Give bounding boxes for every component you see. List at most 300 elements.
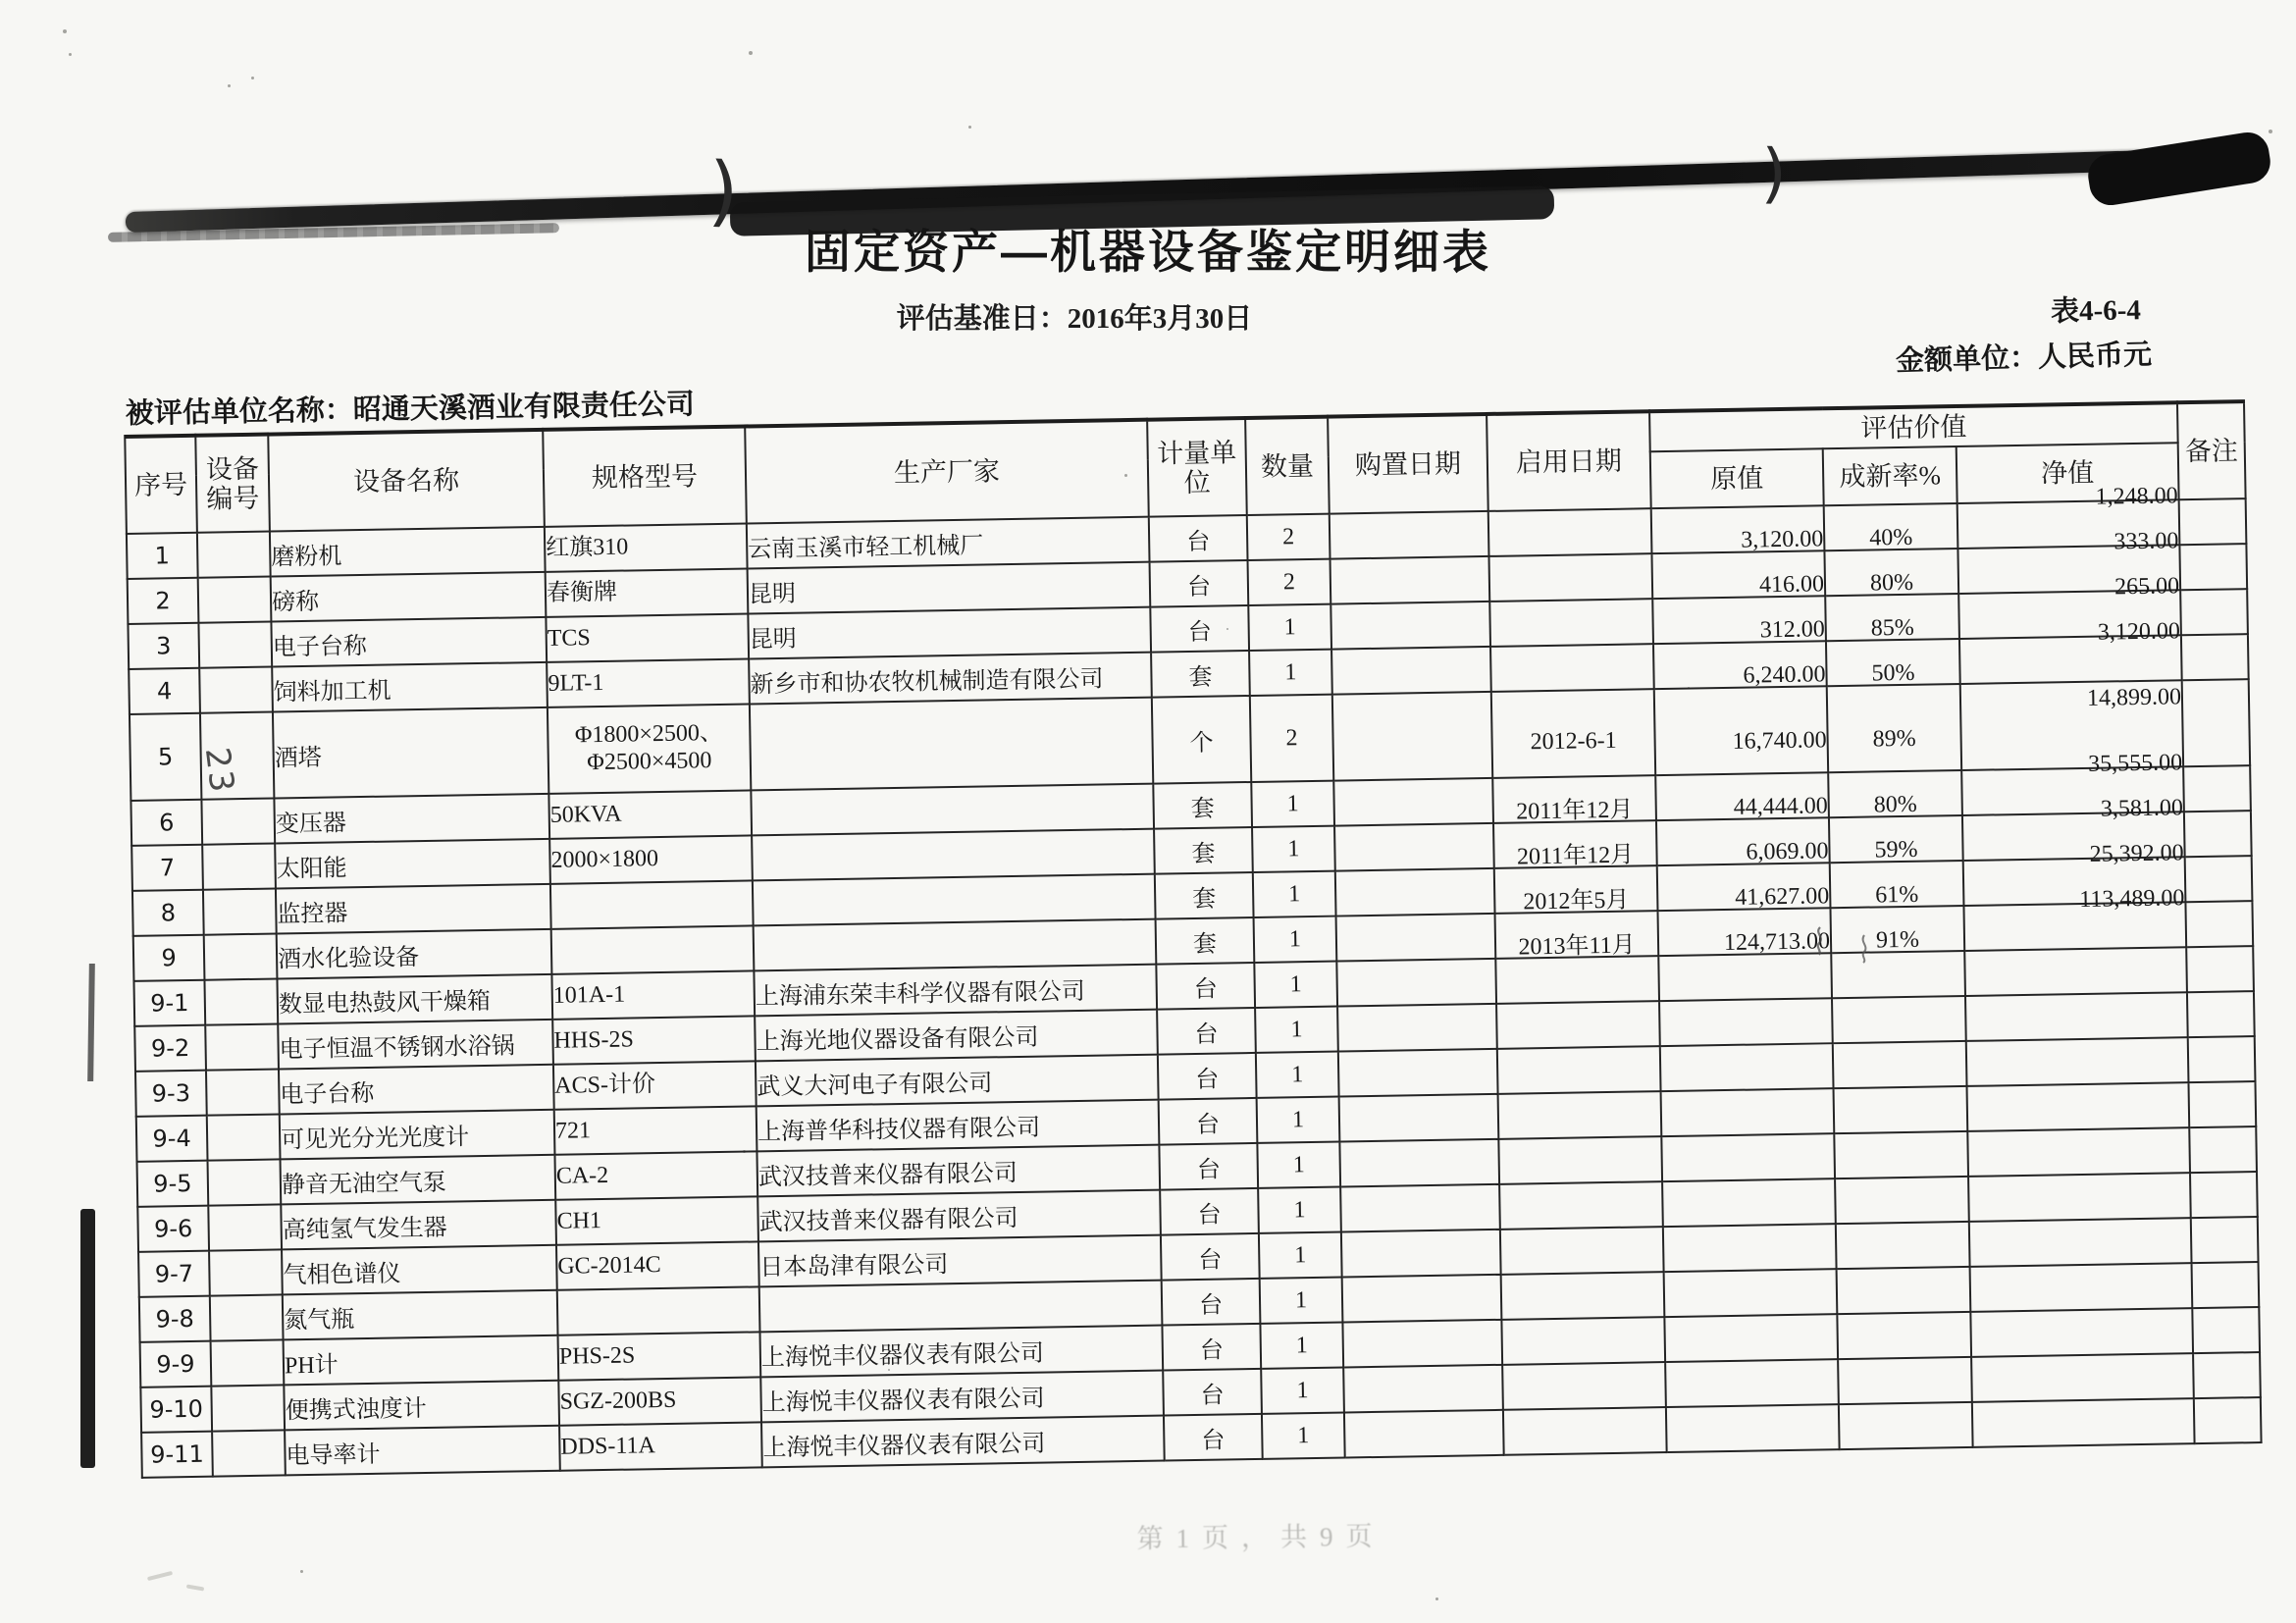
col-header-original-value: 原值 — [1650, 448, 1824, 508]
handwritten-mark-23: 23 — [196, 745, 242, 797]
cell-spec-model — [556, 1241, 759, 1289]
cell-net-value — [1970, 1308, 2193, 1357]
cell-device-no — [203, 888, 277, 934]
cell-commission-date — [1489, 599, 1653, 647]
cell-device-name — [283, 1290, 558, 1340]
cell-commission-date — [1493, 820, 1657, 868]
cell-net-value — [1968, 1173, 2191, 1222]
cell-spec-model-text: 2000×1800 — [550, 846, 659, 874]
handwritten-squiggle — [1856, 934, 1872, 969]
cell-newness-rate — [1831, 951, 1965, 998]
cell-device-name — [284, 1335, 559, 1386]
cell-device-no — [206, 1069, 280, 1115]
cell-remark — [2188, 1036, 2256, 1082]
cell-index — [128, 578, 199, 624]
cell-commission-date — [1501, 1317, 1665, 1365]
cell-net-value — [1967, 1127, 2190, 1177]
cell-newness-rate — [1832, 996, 1966, 1043]
cell-spec-model — [557, 1286, 760, 1335]
cell-manufacturer — [749, 653, 1152, 705]
cell-spec-model-text: PHS-2S — [558, 1342, 636, 1370]
cell-manufacturer — [754, 965, 1157, 1017]
cell-remark — [2194, 1397, 2262, 1443]
cell-unit — [1150, 560, 1249, 607]
cell-device-name — [270, 527, 546, 577]
cell-index — [138, 1251, 210, 1297]
cell-device-no — [209, 1249, 283, 1295]
cell-manufacturer — [750, 698, 1153, 791]
cell-purchase-date — [1342, 1320, 1502, 1368]
cell-net-value — [1967, 1082, 2190, 1131]
cell-newness-rate — [1824, 549, 1958, 596]
cell-index — [140, 1341, 212, 1387]
cell-remark — [2187, 991, 2255, 1037]
cell-purchase-date — [1335, 868, 1495, 916]
cell-manufacturer — [747, 517, 1150, 569]
cell-manufacturer — [751, 784, 1154, 836]
cell-purchase-date — [1331, 602, 1490, 650]
cell-unit-text: 台 — [1196, 1157, 1222, 1183]
cell-device-name-text: 磅称 — [271, 589, 320, 616]
cell-original-value — [1653, 641, 1827, 689]
cell-device-name — [284, 1381, 559, 1431]
cell-unit-text: 台 — [1194, 1021, 1219, 1048]
cell-manufacturer-text: 上海悦丰仪器仪表有限公司 — [762, 1431, 1046, 1461]
handwritten-squiggle — [1811, 926, 1827, 961]
cell-manufacturer-text: 新乡市和协农牧机械制造有限公司 — [750, 665, 1104, 698]
cell-purchase-date — [1338, 1049, 1498, 1097]
cell-device-name-text: 磨粉机 — [271, 543, 342, 571]
cell-device-no — [208, 1159, 282, 1205]
cell-index — [137, 1206, 209, 1252]
cell-manufacturer-text: 日本岛津有限公司 — [759, 1251, 949, 1281]
valuation-base-date: 评估基准日：2016年3月30日 — [896, 303, 1253, 335]
cell-manufacturer — [753, 874, 1156, 926]
cell-spec-model — [554, 1106, 757, 1154]
cell-remark — [2183, 765, 2251, 812]
cell-commission-date-text: 2012-6-1 — [1530, 727, 1617, 755]
cell-net-value-text: 3,581.00 — [2100, 794, 2184, 822]
cell-spec-model-text: Φ1800×2500、 Φ2500×4500 — [574, 720, 724, 776]
cell-quantity — [1255, 1007, 1338, 1053]
cell-newness-rate — [1829, 815, 1963, 863]
cell-device-name-text: 静音无油空气泵 — [281, 1170, 447, 1198]
cell-index — [130, 800, 202, 846]
cell-original-value — [1654, 686, 1828, 775]
cell-unit-text: 台 — [1197, 1202, 1222, 1229]
cell-newness-rate — [1837, 1312, 1971, 1359]
cell-quantity — [1258, 1187, 1341, 1233]
cell-net-value — [1969, 1218, 2192, 1267]
cell-commission-date — [1501, 1272, 1665, 1320]
form-number: 表4-6-4 — [2050, 294, 2142, 328]
cell-device-no — [211, 1339, 285, 1386]
cell-quantity-text: 2 — [1285, 724, 1298, 751]
cell-spec-model — [555, 1196, 758, 1244]
cell-newness-rate — [1836, 1222, 1970, 1269]
cell-unit — [1159, 1143, 1258, 1190]
cell-original-value — [1655, 772, 1829, 820]
col-header-remark: 备注 — [2177, 401, 2246, 499]
col-header-index: 序号 — [125, 436, 197, 534]
cell-spec-model — [547, 658, 750, 707]
cell-manufacturer — [759, 1326, 1163, 1378]
cell-unit — [1156, 917, 1255, 965]
cell-device-no — [198, 622, 272, 668]
cell-newness-rate — [1830, 906, 1964, 953]
scan-speck — [2269, 130, 2272, 133]
cell-manufacturer — [757, 1100, 1160, 1152]
cell-index-text: 4 — [156, 677, 173, 706]
cell-spec-model — [551, 925, 755, 973]
cell-newness-rate — [1824, 503, 1958, 550]
cell-quantity-text: 1 — [1290, 1061, 1304, 1087]
cell-index — [128, 623, 199, 669]
cell-net-value-text: 3,120.00 — [2097, 617, 2181, 646]
cell-original-value — [1664, 1269, 1838, 1317]
cell-unit-text: 台 — [1195, 1112, 1221, 1138]
cell-original-value-text: 41,627.00 — [1735, 882, 1830, 911]
cell-net-value-text: 35,555.00 — [2087, 749, 2183, 777]
cell-index — [135, 1071, 207, 1117]
cell-index — [133, 980, 205, 1026]
cell-unit — [1161, 1233, 1260, 1281]
scan-speck — [300, 1570, 303, 1573]
cell-manufacturer — [748, 607, 1151, 659]
scan-speck — [749, 51, 753, 55]
cell-spec-model-text: 101A-1 — [552, 981, 626, 1010]
cell-index-text: 9-4 — [152, 1124, 191, 1153]
cell-quantity — [1248, 559, 1331, 605]
cell-original-value — [1657, 863, 1831, 911]
cell-quantity-text: 2 — [1281, 523, 1295, 550]
cell-net-value — [1959, 617, 2182, 684]
cell-quantity-text: 2 — [1282, 568, 1296, 595]
cell-quantity — [1257, 1142, 1340, 1188]
cell-commission-date — [1499, 1181, 1663, 1230]
cell-device-name — [278, 1020, 553, 1070]
cell-spec-model — [546, 613, 749, 661]
cell-quantity-text: 1 — [1290, 1016, 1303, 1042]
cell-device-no — [204, 978, 278, 1024]
cell-original-value-text: 416.00 — [1758, 570, 1825, 598]
cell-original-value — [1662, 1178, 1836, 1227]
cell-spec-model — [545, 523, 748, 571]
cell-quantity — [1262, 1413, 1345, 1459]
cell-device-no — [199, 667, 273, 713]
cell-unit — [1164, 1414, 1263, 1461]
cell-net-value — [1972, 1398, 2195, 1447]
cell-spec-model — [559, 1422, 762, 1470]
cell-unit — [1163, 1369, 1262, 1416]
cell-remark — [2180, 589, 2248, 635]
cell-device-no — [201, 799, 275, 845]
cell-device-name — [277, 974, 552, 1024]
cell-spec-model-text: CH1 — [556, 1208, 602, 1234]
cell-unit-text: 台 — [1198, 1247, 1223, 1274]
cell-unit — [1150, 605, 1249, 653]
cell-device-name-text: 电导率计 — [286, 1441, 381, 1469]
scan-edge-line — [87, 964, 95, 1081]
cell-remark — [2190, 1172, 2258, 1218]
cell-index — [139, 1296, 211, 1342]
cell-quantity-text: 1 — [1291, 1106, 1305, 1132]
cell-original-value — [1666, 1404, 1840, 1452]
cell-newness-rate — [1833, 1041, 1967, 1088]
cell-device-name-text: 高纯氢气发生器 — [282, 1215, 447, 1243]
cell-unit-text: 个 — [1189, 730, 1214, 757]
cell-spec-model-text: DDS-11A — [560, 1433, 656, 1460]
document-title: 固定资产—机器设备鉴定明细表 — [805, 226, 1491, 278]
cell-manufacturer — [757, 1145, 1160, 1197]
cell-commission-date-text: 2012年5月 — [1523, 887, 1630, 915]
cell-purchase-date — [1332, 692, 1492, 781]
cell-device-name — [280, 1110, 555, 1160]
cell-device-name-text: 电子台称 — [272, 633, 368, 661]
cell-unit-text: 套 — [1191, 841, 1216, 867]
cell-device-name-text: 变压器 — [275, 810, 347, 837]
cell-index — [131, 845, 203, 891]
cell-unit — [1157, 1008, 1256, 1055]
cell-quantity — [1251, 781, 1334, 827]
cell-device-no — [211, 1385, 285, 1431]
cell-device-name — [271, 572, 547, 622]
cell-device-name — [275, 839, 550, 889]
cell-newness-rate-text: 61% — [1875, 881, 1919, 908]
cell-commission-date — [1491, 689, 1655, 778]
cell-index-text: 9-5 — [153, 1169, 192, 1198]
cell-index-text: 9-2 — [150, 1033, 190, 1063]
cell-device-no — [208, 1204, 282, 1250]
cell-index — [134, 1025, 206, 1072]
cell-manufacturer — [756, 1055, 1159, 1107]
cell-unit — [1158, 1053, 1257, 1100]
cell-unit-text: 套 — [1190, 796, 1215, 822]
cell-original-value-text: 44,444.00 — [1733, 792, 1828, 820]
col-header-quantity: 数量 — [1245, 417, 1330, 515]
cell-device-name-text: 酒水化验设备 — [277, 944, 420, 972]
cell-device-name-text: 可见光分光光度计 — [280, 1124, 470, 1153]
amount-unit-label: 金额单位：人民币元 — [1895, 339, 2153, 378]
cell-purchase-date — [1336, 914, 1496, 962]
cell-manufacturer-text: 上海悦丰仪器仪表有限公司 — [760, 1340, 1045, 1371]
cell-purchase-date — [1341, 1230, 1501, 1278]
cell-spec-model-text: CA-2 — [555, 1163, 609, 1189]
cell-index-text: 1 — [154, 542, 171, 570]
cell-newness-rate — [1837, 1267, 1971, 1314]
cell-device-no — [204, 933, 278, 979]
cell-newness-rate — [1834, 1131, 1968, 1178]
cell-original-value-text: 6,240.00 — [1743, 660, 1826, 689]
cell-commission-date — [1488, 508, 1652, 556]
scan-speck — [251, 77, 254, 79]
cell-remark — [2189, 1081, 2257, 1127]
cell-net-value — [1965, 992, 2188, 1041]
cell-remark — [2191, 1217, 2259, 1263]
cell-device-name-text: 太阳能 — [276, 855, 347, 882]
cell-net-value — [1971, 1353, 2194, 1402]
cell-unit — [1153, 782, 1252, 829]
cell-spec-model-text: 50KVA — [549, 801, 622, 829]
cell-newness-rate-text: 80% — [1873, 791, 1917, 817]
cell-newness-rate-text: 59% — [1874, 836, 1918, 863]
cell-unit — [1151, 651, 1250, 698]
cell-index-text: 9-6 — [153, 1214, 193, 1243]
cell-quantity-text: 1 — [1283, 613, 1296, 640]
cell-spec-model-text: TCS — [547, 625, 591, 653]
cell-quantity — [1253, 871, 1336, 917]
cell-spec-model — [553, 1061, 757, 1109]
cell-original-value — [1651, 505, 1825, 553]
cell-original-value — [1657, 908, 1831, 956]
cell-unit — [1152, 696, 1251, 784]
cell-commission-date — [1495, 911, 1659, 959]
cell-original-value — [1652, 596, 1826, 644]
cell-newness-rate-text: 40% — [1869, 524, 1913, 551]
cell-spec-model-text: 春衡牌 — [546, 579, 618, 607]
cell-index — [130, 713, 201, 801]
cell-quantity — [1257, 1097, 1340, 1143]
cell-spec-model — [554, 1151, 757, 1199]
cell-quantity-text: 1 — [1289, 970, 1302, 997]
table-sheet — [124, 356, 2267, 1479]
cell-commission-date — [1497, 1046, 1661, 1094]
cell-manufacturer-text: 上海光地仪器设备有限公司 — [756, 1024, 1039, 1055]
cell-original-value — [1651, 550, 1825, 599]
cell-unit — [1160, 1188, 1259, 1235]
cell-quantity-text: 1 — [1295, 1332, 1309, 1358]
cell-newness-rate — [1825, 594, 1959, 641]
cell-newness-rate-text: 50% — [1871, 659, 1915, 686]
cell-device-name — [281, 1155, 556, 1205]
cell-spec-model — [548, 790, 752, 838]
cell-index-text: 2 — [155, 587, 171, 615]
cell-device-name-text: 数显电热鼓风干燥箱 — [278, 988, 492, 1018]
cell-quantity-text: 1 — [1296, 1377, 1309, 1403]
cell-unit-text: 台 — [1200, 1383, 1225, 1409]
cell-index-text: 8 — [160, 899, 177, 927]
cell-quantity — [1250, 695, 1333, 782]
cell-manufacturer — [754, 919, 1157, 971]
cell-newness-rate — [1838, 1357, 1972, 1404]
cell-index — [133, 935, 205, 981]
cell-device-name-text: 饲料加工机 — [273, 678, 391, 707]
cell-unit-text: 台 — [1199, 1337, 1225, 1364]
cell-device-no — [212, 1430, 286, 1476]
col-header-newness-rate: 成新率% — [1823, 446, 1957, 505]
cell-manufacturer-text: 武义大河电子有限公司 — [757, 1070, 993, 1100]
col-header-commission-date: 启用日期 — [1487, 411, 1651, 511]
cell-spec-model-text: SGZ-200BS — [559, 1387, 677, 1415]
cell-index-text: 9-7 — [154, 1259, 194, 1288]
cell-net-value-text: 265.00 — [2113, 572, 2180, 600]
cell-quantity — [1260, 1323, 1343, 1369]
cell-spec-model-text: GC-2014C — [557, 1252, 661, 1280]
pen-mark-paren-left: ) — [706, 146, 740, 236]
cell-purchase-date — [1339, 1094, 1499, 1142]
cell-unit — [1162, 1324, 1261, 1371]
cell-newness-rate-text: 80% — [1869, 569, 1914, 597]
cell-quantity-text: 1 — [1288, 925, 1302, 952]
cell-net-value-text: 333.00 — [2113, 527, 2179, 554]
cell-quantity-text: 1 — [1287, 880, 1301, 907]
cell-unit-text: 台 — [1198, 1292, 1224, 1319]
cell-unit — [1162, 1279, 1261, 1326]
cell-device-name — [272, 662, 548, 712]
cell-original-value — [1665, 1359, 1839, 1407]
cell-device-name-text: 氮气瓶 — [284, 1306, 355, 1334]
cell-commission-date — [1502, 1362, 1666, 1410]
cell-commission-date — [1490, 644, 1654, 692]
cell-spec-model — [549, 835, 753, 883]
cell-manufacturer — [755, 1010, 1158, 1062]
cell-quantity-text: 1 — [1294, 1241, 1307, 1268]
cell-original-value — [1661, 1088, 1835, 1136]
cell-unit-text: 台 — [1187, 619, 1212, 646]
cell-purchase-date — [1336, 959, 1496, 1007]
cell-quantity — [1261, 1368, 1344, 1414]
cell-quantity — [1259, 1232, 1342, 1279]
cell-quantity-text: 1 — [1297, 1422, 1310, 1448]
cell-purchase-date — [1334, 823, 1494, 871]
cell-unit-text: 套 — [1192, 931, 1218, 958]
cell-device-name — [274, 794, 549, 844]
cell-device-no — [210, 1294, 284, 1340]
cell-device-name — [285, 1426, 560, 1476]
cell-remark — [2192, 1262, 2260, 1308]
cell-index-text: 9 — [161, 944, 177, 972]
cell-device-name-text: 电子台称 — [280, 1080, 375, 1108]
cell-unit — [1154, 827, 1253, 874]
cell-manufacturer-text: 昆明 — [748, 581, 797, 607]
cell-purchase-date — [1340, 1184, 1500, 1232]
cell-quantity — [1247, 514, 1331, 560]
asset-detail-table — [124, 399, 2262, 1479]
cell-quantity — [1254, 962, 1337, 1008]
cell-manufacturer — [748, 562, 1151, 614]
cell-net-value-text: 25,392.00 — [2089, 839, 2184, 867]
cell-original-value — [1664, 1314, 1838, 1362]
scan-speck — [63, 29, 67, 33]
cell-unit-text: 套 — [1192, 886, 1217, 913]
cell-spec-model — [550, 880, 754, 928]
cell-unit-text: 台 — [1193, 976, 1218, 1003]
cell-original-value — [1660, 1043, 1834, 1091]
cell-remark — [2185, 856, 2253, 902]
cell-unit — [1149, 515, 1248, 562]
cell-remark — [2182, 679, 2250, 766]
cell-commission-date — [1492, 775, 1656, 823]
pencil-mark — [186, 1584, 204, 1591]
cell-commission-date — [1498, 1136, 1662, 1184]
pen-mark-paren-right: ) — [1760, 134, 1788, 212]
cell-manufacturer-text: 云南玉溪市轻工机械厂 — [748, 532, 984, 562]
cell-device-name-text: 监控器 — [277, 900, 348, 927]
scan-speck — [228, 84, 231, 87]
cell-quantity-text: 1 — [1286, 790, 1299, 816]
cell-manufacturer — [759, 1281, 1163, 1333]
cell-original-value-text: 3,120.00 — [1741, 525, 1824, 553]
cell-spec-model — [551, 970, 755, 1019]
cell-device-name — [277, 929, 552, 979]
cell-spec-model-text: 红旗310 — [546, 534, 629, 562]
cell-index — [127, 533, 198, 579]
cell-device-no — [205, 1023, 279, 1070]
cell-index-text: 9-11 — [150, 1440, 204, 1469]
cell-device-name — [273, 707, 548, 799]
cell-manufacturer — [758, 1235, 1162, 1287]
cell-spec-model-text: 9LT-1 — [548, 670, 604, 698]
